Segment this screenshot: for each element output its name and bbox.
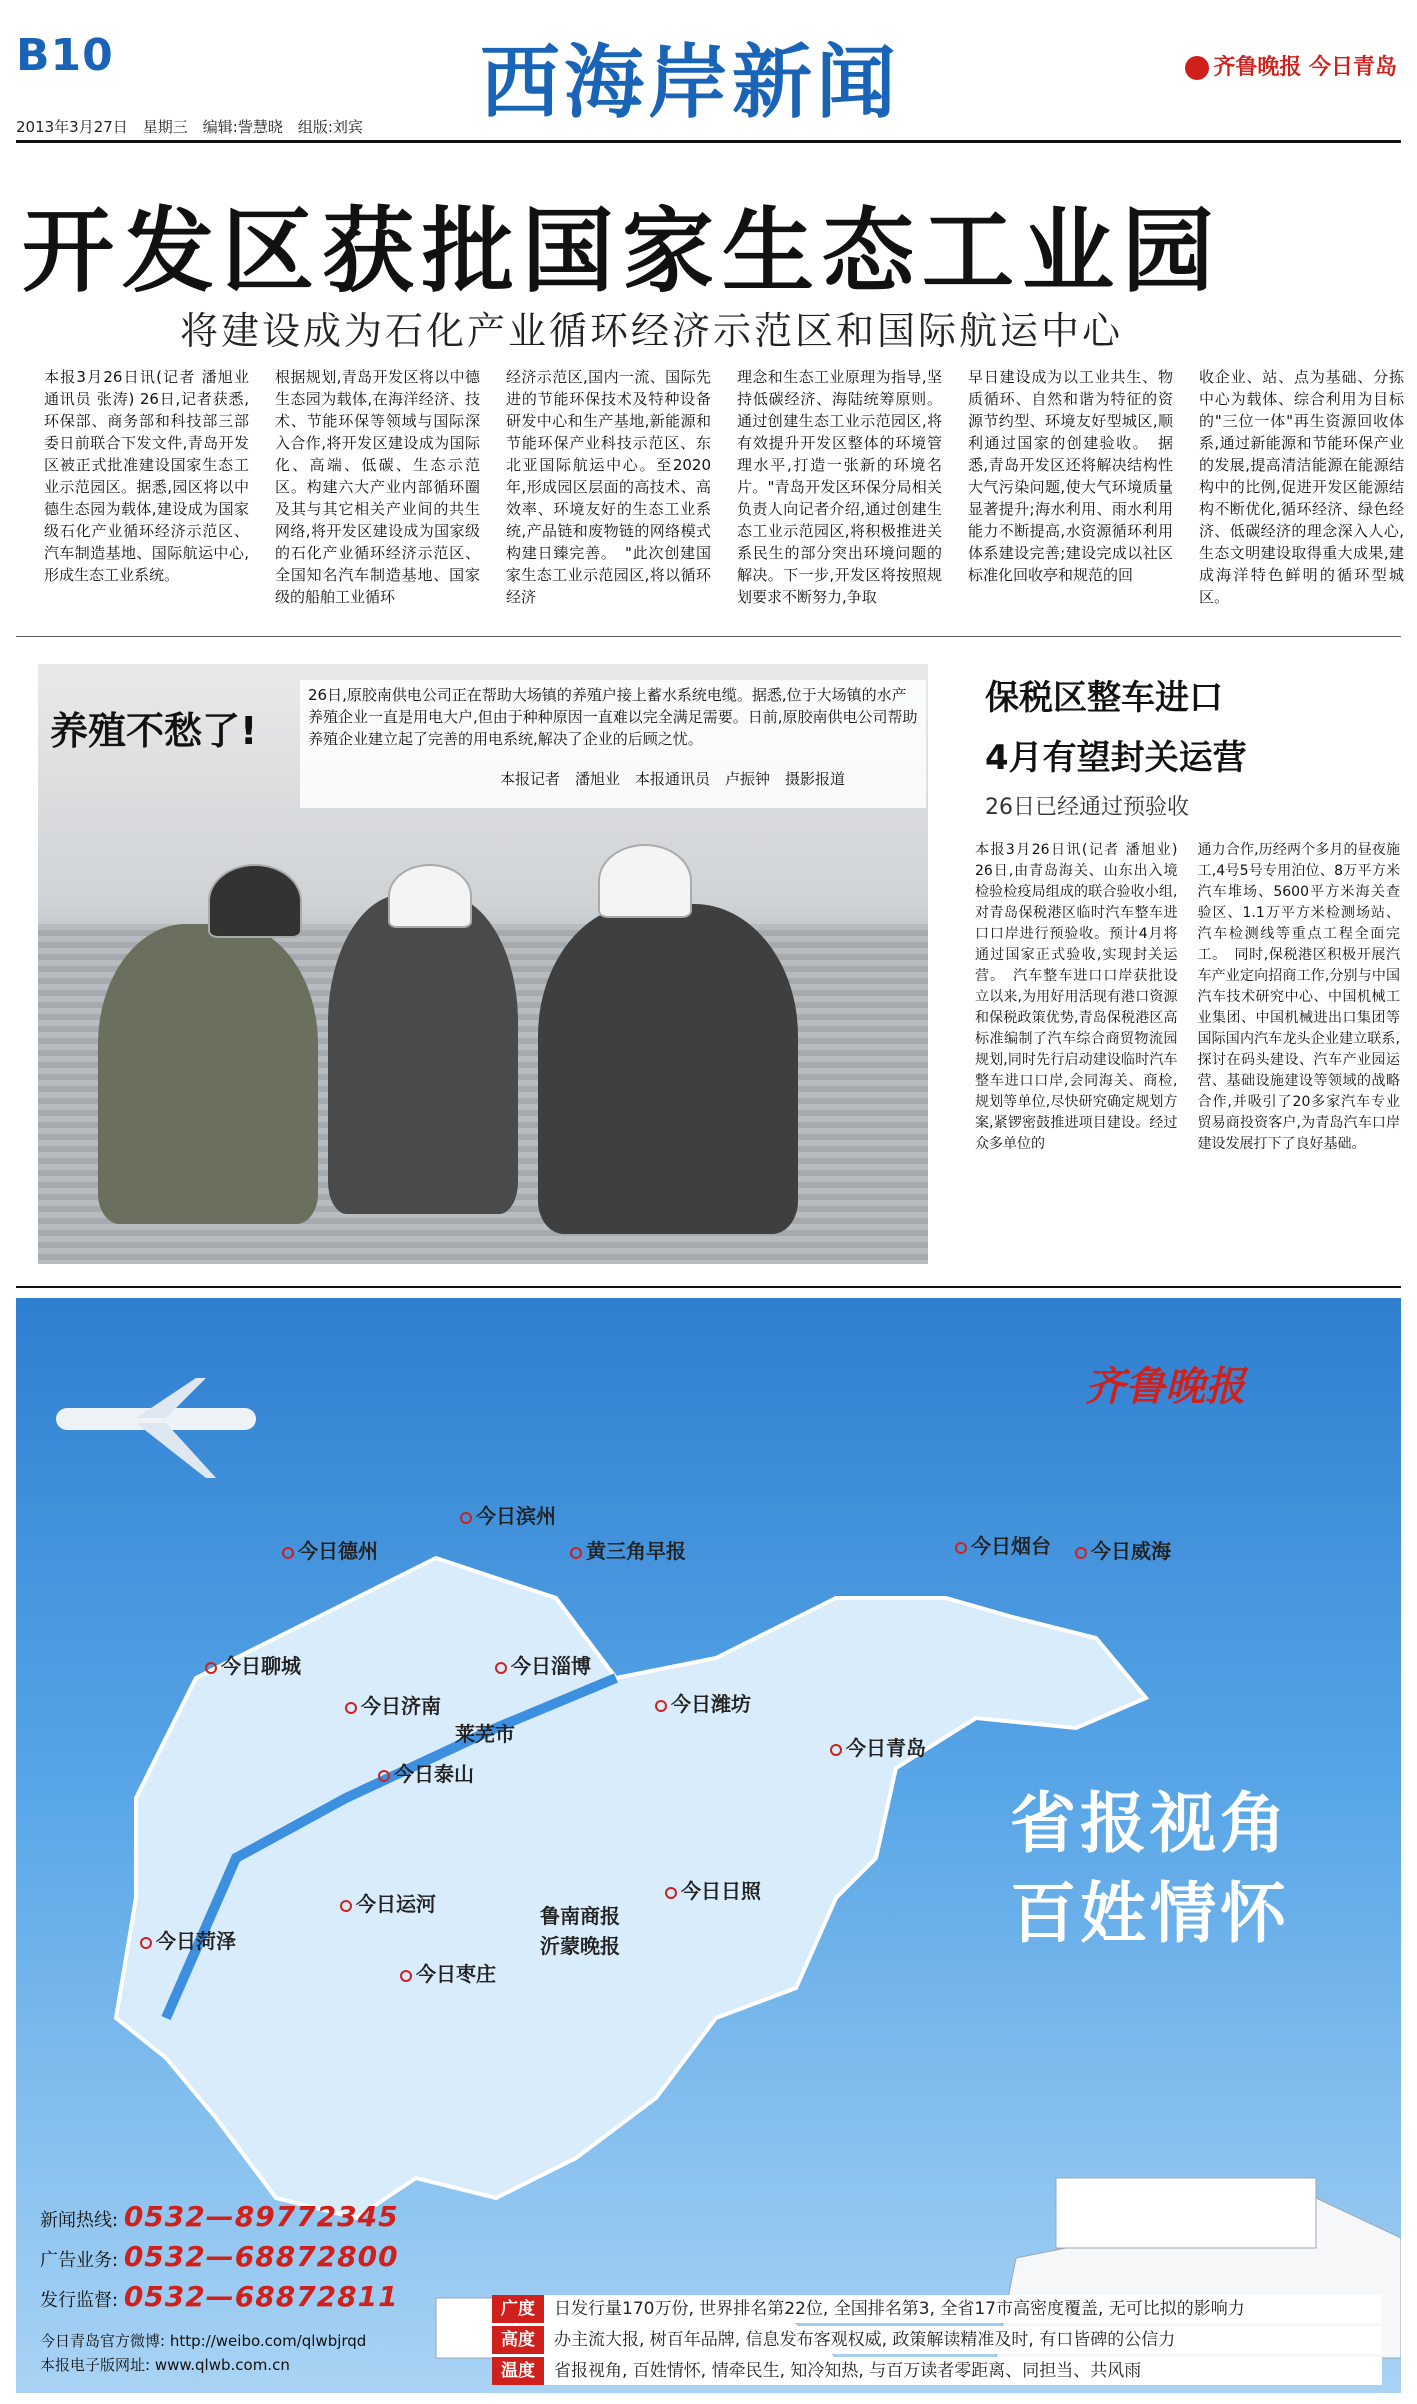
location-pin-icon <box>1075 1547 1087 1559</box>
ad-feature-bar: 高度 办主流大报, 树百年品牌, 信息发布客观权威, 政策解读精准及时, 有口皆碑的公信力 <box>492 2326 1382 2354</box>
worker-figure <box>538 904 798 1234</box>
lead-headline: 开发区获批国家生态工业园 <box>22 198 1223 305</box>
city-label: 今日菏泽 <box>140 1925 236 1954</box>
location-pin-icon <box>830 1744 842 1756</box>
contact-distribution: 发行监督: 0532—68872811 <box>40 2280 399 2313</box>
safety-helmet <box>598 844 692 918</box>
issue-meta: 2013年3月27日 星期三 编辑:訾慧晓 组版:刘宾 <box>16 118 363 136</box>
city-label: 今日烟台 <box>955 1530 1051 1559</box>
brand-icon <box>1185 56 1209 80</box>
lead-column: 根据规划,青岛开发区将以中德生态园为载体,在海洋经济、技术、节能环保等领域与国际深入合作,将开发区建设成为国际化、高端、低碳、生态示范区。构建六大产业内部循环圈及其与其它相关产业间的共生网络,将开发区建设成为国家级的石化产业循环经济示范区、全国知名汽车制造基地、国家级的船舶工业循环 <box>275 368 480 606</box>
location-pin-icon <box>570 1547 582 1559</box>
lead-column: 理念和生态工业原理为指导,坚持低碳经济、海陆统筹原则。通过创建生态工业示范园区,将有效提升开发区整体的环境管理水平,打造一张新的环境名片。"青岛开发区环保分局相关负责人向记者介绍,通过创建生态工业示范园区,将积极推进关系民生的部分突出环境问题的解决。下一步,开发区将按照规划要求不断努力,争取 <box>737 368 942 606</box>
weibo-link[interactable]: 今日青岛官方微博: http://weibo.com/qlwbjrqd <box>40 2332 367 2350</box>
worker-figure <box>98 924 318 1224</box>
photo-credit: 本报记者 潘旭业 本报通讯员 卢振钟 摄影报道 <box>500 770 846 788</box>
city-label: 今日聊城 <box>205 1650 301 1679</box>
city-label: 沂蒙晚报 <box>540 1934 620 1958</box>
city-label: 黄三角早报 <box>570 1535 686 1564</box>
page-number: B10 <box>16 30 114 81</box>
location-pin-icon <box>400 1970 412 1982</box>
city-label: 鲁南商报 <box>540 1904 620 1928</box>
location-pin-icon <box>140 1937 152 1949</box>
city-label: 莱芜市 <box>455 1722 515 1746</box>
worker-figure <box>328 894 518 1214</box>
lead-subhead: 将建设成为石化产业循环经济示范区和国际航运中心 <box>180 309 1124 353</box>
location-pin-icon <box>282 1547 294 1559</box>
location-pin-icon <box>495 1662 507 1674</box>
ad-brand-logo: 齐鲁晚报 <box>1085 1363 1245 1410</box>
location-pin-icon <box>460 1512 472 1524</box>
lead-column: 本报3月26日讯(记者 潘旭业 通讯员 张涛) 26日,记者获悉,环保部、商务部和科技部三部委日前联合下发文件,青岛开发区被正式批准建设国家生态工业示范园区。据悉,园区将以中德生态园为载体,建设成为国家级石化产业循环经济示范区、汽车制造基地、国际航运中心,形成生态工业系统。 <box>44 368 249 584</box>
divider <box>16 1286 1401 1288</box>
city-label: 今日青岛 <box>830 1732 926 1761</box>
section-title: 西海岸新闻 <box>480 35 900 129</box>
lead-column: 经济示范区,国内一流、国际先进的节能环保技术及特种设备研发中心和生产基地,新能源和节能环保产业科技示范区、东北亚国际航运中心。至2020年,形成园区层面的高技术、高效率、环境友好的生态工业系统,产品链和废物链的网络模式构建日臻完善。 "此次创建国家生态工业示范园区,将以循环经济 <box>506 368 711 606</box>
location-pin-icon <box>655 1700 667 1712</box>
ad-feature-bar: 温度 省报视角, 百姓情怀, 情牵民生, 知冷知热, 与百万读者零距离、同担当、共风雨 <box>492 2357 1382 2385</box>
city-label: 今日威海 <box>1075 1535 1171 1564</box>
epaper-link[interactable]: 本报电子版网址: www.qlwb.com.cn <box>40 2356 290 2374</box>
lead-column: 早日建设成为以工业共生、物质循环、自然和谐为特征的资源节约型、环境友好型城区,顺利通过国家的创建验收。 据悉,青岛开发区还将解决结构性大气污染问题,使大气环境质量显著提升;海水利用、雨水利用能力不断提高,水资源循环利用体系建设完善;建设完成以社区标准化回收亭和规范的回 <box>968 368 1173 584</box>
photo-caption: 26日,原胶南供电公司正在帮助大场镇的养殖户接上蓄水系统电缆。据悉,位于大场镇的水产养殖企业一直是用电大户,但由于种种原因一直难以完全满足需要。日前,原胶南供电公司帮助养殖企业建立起了完善的用电系统,解决了企业的后顾之忧。 <box>300 680 926 808</box>
location-pin-icon <box>955 1542 967 1554</box>
city-label: 今日济南 <box>345 1690 441 1719</box>
side-column: 通力合作,历经两个多月的昼夜施工,4号5号专用泊位、8万平方米汽车堆场、5600平方米海关查验区、1.1万平方米检测场站、汽车检测线等重点工程全面完工。 同时,保税港区积极开展汽车产业定向招商工作,分别与中国汽车技术研究中心、中国机械工业集团、中国机械进出口集团等国际国内汽车龙头企业建立联系,探讨在码头建设、汽车产业园运营、基础设施建设等领域的战略合作,并吸引了20多家汽车专业贸易商投资客户,为青岛汽车口岸建设发展打下了良好基础。 <box>1197 842 1400 1152</box>
location-pin-icon <box>340 1900 352 1912</box>
safety-helmet <box>388 864 472 928</box>
side-subhead: 26日已经通过预验收 <box>985 795 1189 820</box>
location-pin-icon <box>205 1662 217 1674</box>
city-label: 今日日照 <box>665 1875 761 1904</box>
ad-slogan: 省报视角 <box>1010 1785 1290 1862</box>
city-label: 今日滨州 <box>460 1500 556 1529</box>
city-label: 今日运河 <box>340 1888 436 1917</box>
side-headline: 保税区整车进口 <box>985 678 1223 718</box>
brand-logo <box>1185 50 1397 81</box>
city-label: 今日潍坊 <box>655 1688 751 1717</box>
side-body <box>975 840 1400 1260</box>
contact-hotline: 新闻热线: 0532—89772345 <box>40 2200 399 2233</box>
location-pin-icon <box>378 1770 390 1782</box>
location-pin-icon <box>345 1702 357 1714</box>
ad-slogan: 百姓情怀 <box>1010 1875 1290 1952</box>
airplane-icon <box>56 1378 256 1478</box>
ad-feature-bar: 广度 日发行量170万份, 世界排名第22位, 全国排名第3, 全省17市高密度覆盖, 无可比拟的影响力 <box>492 2295 1382 2323</box>
lead-body <box>44 366 1404 616</box>
location-pin-icon <box>665 1887 677 1899</box>
knit-hat <box>208 864 302 938</box>
side-headline: 4月有望封关运营 <box>985 738 1247 778</box>
city-label: 今日德州 <box>282 1535 378 1564</box>
lead-column: 收企业、站、点为基础、分拣中心为载体、综合利用为目标的"三位一体"再生资源回收体系,通过新能源和节能环保产业的发展,提高清洁能源在能源结构中的比例,促进开发区能源结构不断优化,循环经济、绿色经济、低碳经济的理念深入人心,生态文明建设取得重大成果,建成海洋特色鲜明的循环型城区。 <box>1199 368 1404 606</box>
city-label: 今日淄博 <box>495 1650 591 1679</box>
divider <box>16 636 1401 637</box>
city-label: 今日枣庄 <box>400 1958 496 1987</box>
divider <box>16 140 1401 143</box>
city-label: 今日泰山 <box>378 1758 474 1787</box>
brand-text: 齐鲁晚报 今日青岛 <box>1213 55 1397 80</box>
photo-title: 养殖不愁了! <box>50 709 258 753</box>
side-column: 本报3月26日讯(记者 潘旭业) 26日,由青岛海关、山东出入境检验检疫局组成的联合验收小组,对青岛保税港区临时汽车整车进口口岸进行预验收。预计4月将通过国家正式验收,实现封关运营。 汽车整车进口口岸获批设立以来,为用好用活现有港口资源和保税政策优势,青岛保税港区高标准编制了汽车综合商贸物流园规划,同时先行启动建设临时汽车整车进口口岸,会同海关、商检,规划等单位,尽快研究确定规划方案,紧锣密鼓推进项目建设。经过众多单位的 <box>975 842 1178 1152</box>
contact-ad: 广告业务: 0532—68872800 <box>40 2240 399 2273</box>
